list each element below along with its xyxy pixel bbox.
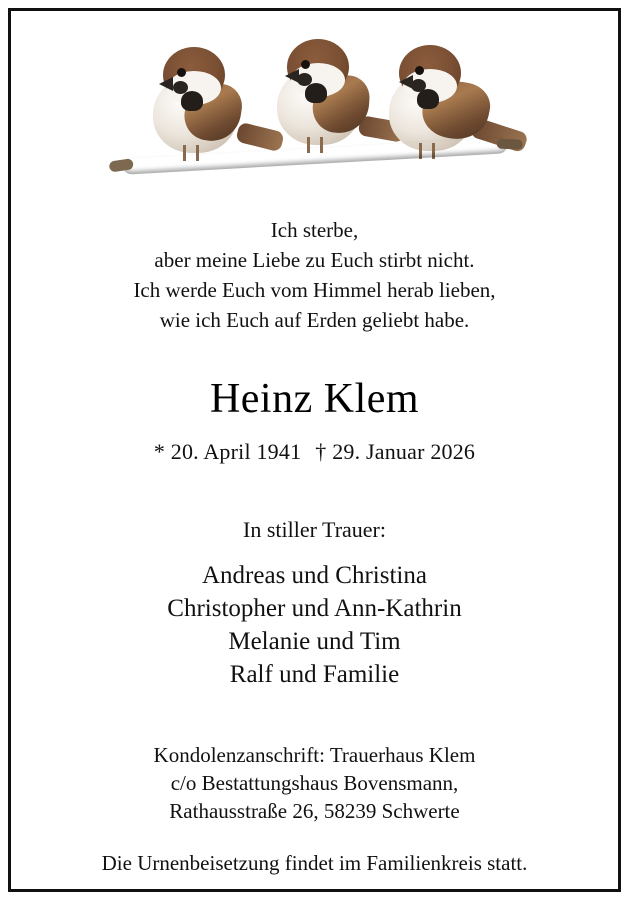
verse-line-3: Ich werde Euch vom Himmel herab lieben,: [133, 278, 496, 302]
deceased-name: Heinz Klem: [209, 376, 420, 422]
card-content: [11, 207, 618, 889]
mourner-line: Melanie und Tim: [228, 628, 401, 655]
sparrow-beak: [159, 77, 173, 91]
birth-date: * 20. April 1941: [153, 439, 302, 464]
verse-line-2: aber meine Liebe zu Euch stirbt nicht.: [154, 248, 475, 272]
mourners-list: [167, 559, 461, 691]
sparrow-beak: [285, 69, 299, 83]
sparrow-eye: [301, 60, 310, 69]
verse-line-1: Ich sterbe,: [270, 218, 359, 242]
address-line: Rathausstraße 26, 58239 Schwerte: [169, 799, 460, 823]
address-line: Kondolenzanschrift: Trauerhaus Klem: [153, 743, 476, 767]
card-frame: [8, 8, 621, 892]
birds-illustration: [115, 29, 515, 199]
sparrow-middle-icon: [261, 33, 381, 158]
sparrow-eye: [415, 66, 424, 75]
verse-line-4: wie ich Euch auf Erden geliebt habe.: [159, 308, 470, 332]
mourner-line: Christopher und Ann-Kathrin: [167, 595, 462, 622]
mourning-label: In stiller Trauer:: [243, 517, 386, 542]
address-line: c/o Bestattungshaus Bovensmann,: [170, 771, 459, 795]
sparrow-left-icon: [137, 41, 257, 166]
mourner-line: Andreas und Christina: [202, 562, 427, 589]
condolence-address: [154, 741, 476, 825]
sparrow-bib: [417, 89, 439, 109]
sparrow-eye: [177, 68, 186, 77]
sparrows-photo: [11, 11, 618, 207]
mourner-line: Ralf und Familie: [229, 661, 400, 688]
sparrow-bib: [305, 83, 327, 103]
death-date: † 29. Januar 2026: [315, 439, 476, 464]
sparrow-beak: [399, 75, 413, 89]
memorial-verse: [133, 215, 495, 335]
sparrow-bib: [181, 91, 203, 111]
burial-note: Die Urnenbeisetzung findet im Familienkreis statt.: [101, 851, 528, 875]
life-dates: [154, 439, 475, 465]
